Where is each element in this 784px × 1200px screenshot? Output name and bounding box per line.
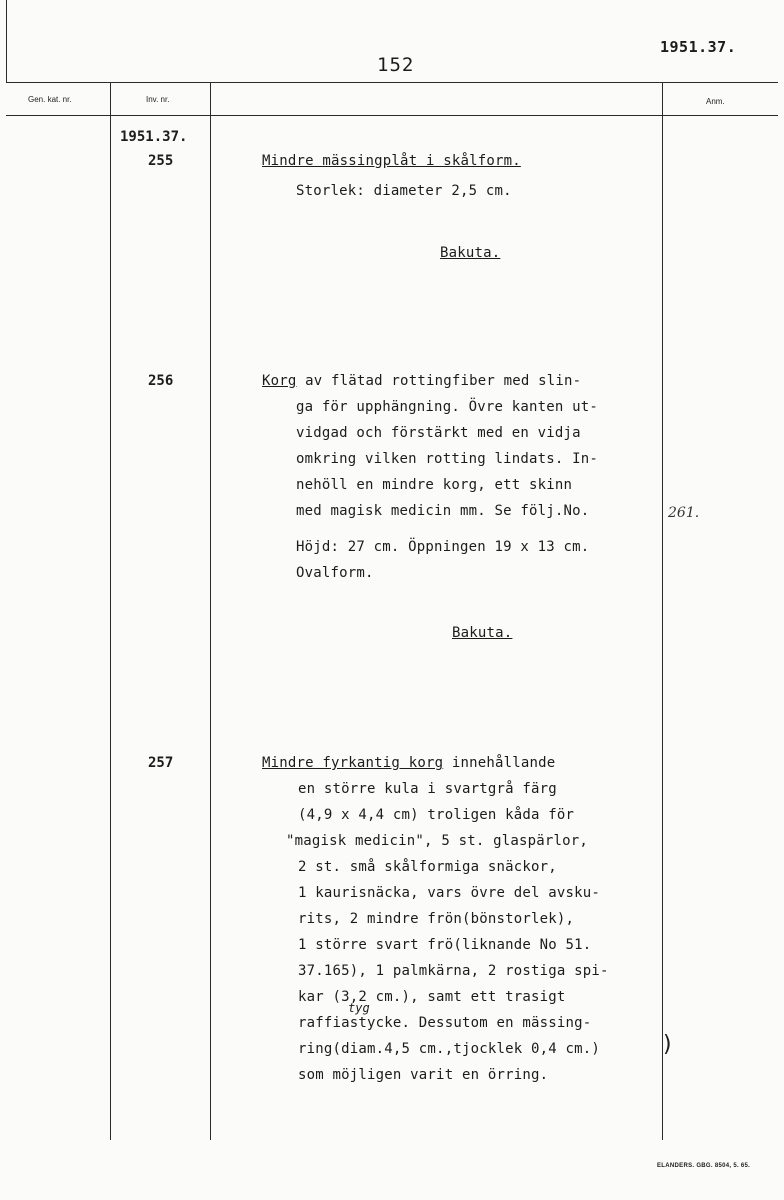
entry-256-line-1-rest: av flätad rottingfiber med slin- — [296, 373, 582, 389]
entry-256-line-6: med magisk medicin mm. Se följ.No. — [296, 503, 590, 519]
entry-257-line-4: "magisk medicin", 5 st. glaspärlor, — [286, 833, 589, 849]
entry-256-line-1 — [262, 373, 581, 389]
column-divider-inv — [210, 82, 211, 1140]
accession-label: 1951.37. — [120, 129, 188, 145]
entry-257-line-12: ring(diam.4,5 cm.,tjocklek 0,4 cm.) — [298, 1041, 601, 1057]
column-divider-anm — [662, 82, 663, 1140]
entry-256-keyword: Korg — [262, 373, 297, 389]
column-header-gen-kat: Gen. kat. nr. — [28, 95, 72, 104]
entry-256-dimensions: Höjd: 27 cm. Öppningen 19 x 13 cm. — [296, 539, 590, 555]
printer-imprint: ELANDERS. GBG. 8504, 5. 65. — [657, 1163, 751, 1169]
entry-257-line-1-rest: innehållande — [443, 755, 556, 771]
page-number: 152 — [377, 54, 415, 76]
inv-number-256: 256 — [148, 373, 174, 389]
entry-257-line-10: kar (3,2 cm.), samt ett trasigt — [298, 989, 566, 1005]
left-margin-line — [6, 0, 7, 82]
entry-257-line-3: (4,9 x 4,4 cm) troligen kåda för — [298, 807, 575, 823]
entry-257-line-13: som möjligen varit en örring. — [298, 1067, 549, 1083]
entry-256-line-3: vidgad och förstärkt med en vidja — [296, 425, 581, 441]
entry-256-line-4: omkring vilken rotting lindats. In- — [296, 451, 599, 467]
entry-255-place: Bakuta. — [440, 245, 501, 261]
entry-257-line-11: raffiastycke. Dessutom en mässing- — [298, 1015, 592, 1031]
entry-256-shape: Ovalform. — [296, 565, 374, 581]
entry-257-line-9: 37.165), 1 palmkärna, 2 rostiga spi- — [298, 963, 609, 979]
entry-257-interlinear: tyg — [348, 1001, 370, 1015]
accession-number-top: 1951.37. — [660, 38, 737, 56]
entry-255-size: Storlek: diameter 2,5 cm. — [296, 183, 512, 199]
column-divider-gen — [110, 82, 111, 1140]
entry-257-line-8: 1 större svart frö(liknande No 51. — [298, 937, 592, 953]
entry-257-line-6: 1 kaurisnäcka, vars övre del avsku- — [298, 885, 601, 901]
entry-256-line-5: nehöll en mindre korg, ett skinn — [296, 477, 573, 493]
closing-bracket-mark: ) — [661, 1032, 675, 1057]
entry-257-line-7: rits, 2 mindre frön(bönstorlek), — [298, 911, 575, 927]
entry-257-keyword: Mindre fyrkantig korg — [262, 755, 444, 771]
entry-257-line-2: en större kula i svartgrå färg — [298, 781, 557, 797]
inv-number-257: 257 — [148, 755, 174, 771]
column-header-anm: Anm. — [706, 97, 725, 106]
entry-255-title: Mindre mässingplåt i skålform. — [262, 153, 521, 169]
entry-256-place: Bakuta. — [452, 625, 513, 641]
column-header-inv: Inv. nr. — [146, 95, 170, 104]
entry-257-line-5: 2 st. små skålformiga snäckor, — [298, 859, 557, 875]
entry-256-remark: 261. — [668, 505, 700, 521]
entry-256-line-2: ga för upphängning. Övre kanten ut- — [296, 399, 599, 415]
inv-number-255: 255 — [148, 153, 174, 169]
entry-257-line-1 — [262, 755, 555, 771]
